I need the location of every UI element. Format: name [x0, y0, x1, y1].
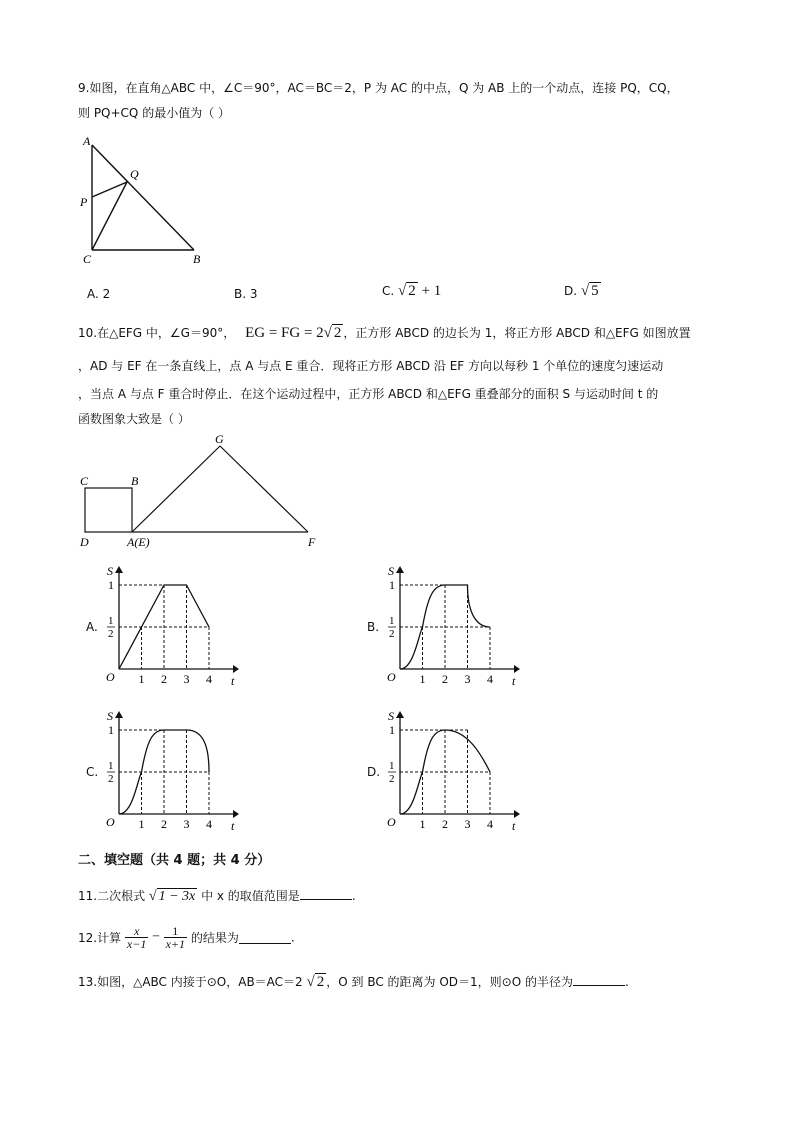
label-origin: O: [387, 815, 396, 829]
label-half-denominator: 2: [389, 628, 395, 640]
graph-a: [97, 561, 242, 691]
label-a: A: [83, 134, 91, 148]
graph-b: [378, 561, 523, 691]
square-abcd: [85, 488, 132, 532]
segment-cq: [92, 182, 127, 250]
graph-c: [97, 706, 242, 836]
label-s: S: [388, 709, 394, 723]
t-axis-arrow: [514, 665, 520, 673]
tick-label-4: 4: [206, 817, 212, 831]
tick-label-1: 1: [419, 672, 426, 686]
label-p: P: [80, 195, 88, 209]
q10-option-d-label: D.: [367, 765, 381, 779]
label-b: B: [193, 252, 201, 266]
label-f: F: [308, 535, 316, 549]
tick-label-3: 3: [183, 817, 190, 831]
label-half-denominator: 2: [108, 628, 114, 640]
side-ab: [92, 145, 194, 250]
tick-label-4: 4: [206, 672, 212, 686]
label-half-numerator: 1: [108, 760, 114, 772]
tick-label-2: 2: [442, 817, 448, 831]
label-half-numerator: 1: [108, 615, 114, 627]
label-origin: O: [106, 670, 115, 684]
label-t: t: [231, 674, 235, 688]
label-half-numerator: 1: [389, 615, 395, 627]
q9-figure: [76, 130, 216, 270]
tick-label-1: 1: [138, 817, 145, 831]
label-one: 1: [108, 723, 114, 737]
fraction-2: $\frac{1}{x+1}$: [165, 924, 186, 951]
label-q: Q: [130, 167, 139, 181]
sqrt-symbol: √ 5: [580, 283, 599, 299]
q10-line3: ，当点 A 与点 F 重合时停止．在这个运动过程中，正方形 ABCD 和△EFG 重叠部分的面积 S 与运动时间 t 的: [78, 387, 659, 401]
label-half-numerator: 1: [389, 760, 395, 772]
tick-label-2: 2: [442, 672, 448, 686]
t-axis-arrow: [233, 810, 239, 818]
q10-line4: 函数图象大致是（ ）: [78, 412, 190, 426]
tick-label-1: 1: [138, 672, 145, 686]
s-axis-arrow: [115, 711, 123, 718]
label-c: C: [83, 252, 92, 266]
t-axis-arrow: [233, 665, 239, 673]
s-axis-arrow: [396, 711, 404, 718]
label-t: t: [231, 819, 235, 833]
label-b: B: [131, 474, 139, 488]
tick-label-3: 3: [464, 672, 471, 686]
section-title: 二、填空题（共 4 题；共 4 分）: [78, 853, 271, 868]
label-half-denominator: 2: [108, 773, 114, 785]
q11: 11.二次根式 √ 1 − 3x 中 x 的取值范围是 .: [78, 889, 356, 904]
s-axis-arrow: [396, 566, 404, 573]
label-s: S: [388, 564, 394, 578]
tick-label-3: 3: [464, 817, 471, 831]
answer-blank: [573, 974, 625, 986]
label-t: t: [512, 674, 516, 688]
q9-option-a: A. 2: [87, 287, 111, 301]
label-g: G: [215, 432, 224, 446]
q10-line1: 10.在△EFG 中，∠G＝90°， EG = FG = 2√ 2 ，正方形 ABCD 的边长为 1，将正方形 ABCD 和△EFG 如图放置: [78, 325, 691, 341]
q10-option-b-label: B.: [367, 620, 380, 634]
sqrt-symbol: √ 1 − 3x: [148, 889, 196, 904]
label-t: t: [512, 819, 516, 833]
q9-option-d: D. √ 5: [564, 283, 599, 299]
fraction-1: $\frac{x}{x-1}$: [126, 924, 147, 951]
q9-line1: 9.如图，在直角△ABC 中，∠C＝90°，AC＝BC＝2，P 为 AC 的中点，Q 为 AB 上的一个动点，连接 PQ，CQ，: [78, 81, 679, 95]
label-one: 1: [108, 578, 114, 592]
q9-option-b: B. 3: [234, 287, 258, 301]
t-axis-arrow: [514, 810, 520, 818]
q10-line2: ，AD 与 EF 在一条直线上，点 A 与点 E 重合．现将正方形 ABCD 沿 EF 方向以每秒 1 个单位的速度匀速运动: [78, 359, 664, 373]
label-d: D: [80, 535, 89, 549]
answer-blank: [239, 932, 291, 944]
label-half-denominator: 2: [389, 773, 395, 785]
q9-option-c: C. √ 2 + 1: [382, 283, 442, 299]
label-c: C: [80, 474, 89, 488]
q12: 12.计算 $\frac{x}{x-1}$ − $\frac{1}{x+1}$ 的结果为 .: [78, 924, 295, 951]
sqrt-symbol: √ 2: [306, 974, 325, 990]
sqrt-symbol: √ 2: [398, 283, 416, 299]
side-gf: [220, 446, 308, 532]
q9-line2: 则 PQ+CQ 的最小值为（ ）: [78, 106, 231, 120]
tick-label-3: 3: [183, 672, 190, 686]
q13: 13.如图，△ABC 内接于⊙O，AB＝AC＝2 √ 2 ，O 到 BC 的距离为 OD＝1，则⊙O 的半径为 .: [78, 974, 629, 990]
label-s: S: [107, 564, 113, 578]
tick-label-4: 4: [487, 672, 493, 686]
label-origin: O: [387, 670, 396, 684]
q10-option-c-label: C.: [86, 765, 99, 779]
label-one: 1: [389, 723, 395, 737]
label-one: 1: [389, 578, 395, 592]
label-origin: O: [106, 815, 115, 829]
graph-d: [378, 706, 523, 836]
tick-label-4: 4: [487, 817, 493, 831]
sqrt-symbol: √ 2: [323, 325, 342, 341]
q10-option-a-label: A.: [86, 620, 98, 634]
tick-label-2: 2: [161, 672, 167, 686]
label-ae: A(E): [127, 535, 150, 549]
tick-label-1: 1: [419, 817, 426, 831]
answer-blank: [300, 888, 352, 900]
s-axis-arrow: [115, 566, 123, 573]
label-s: S: [107, 709, 113, 723]
side-eg: [132, 446, 220, 532]
q10-equation: EG = FG = 2√ 2: [245, 325, 342, 341]
tick-label-2: 2: [161, 817, 167, 831]
q10-figure: [70, 428, 330, 552]
segment-pq: [92, 182, 127, 197]
